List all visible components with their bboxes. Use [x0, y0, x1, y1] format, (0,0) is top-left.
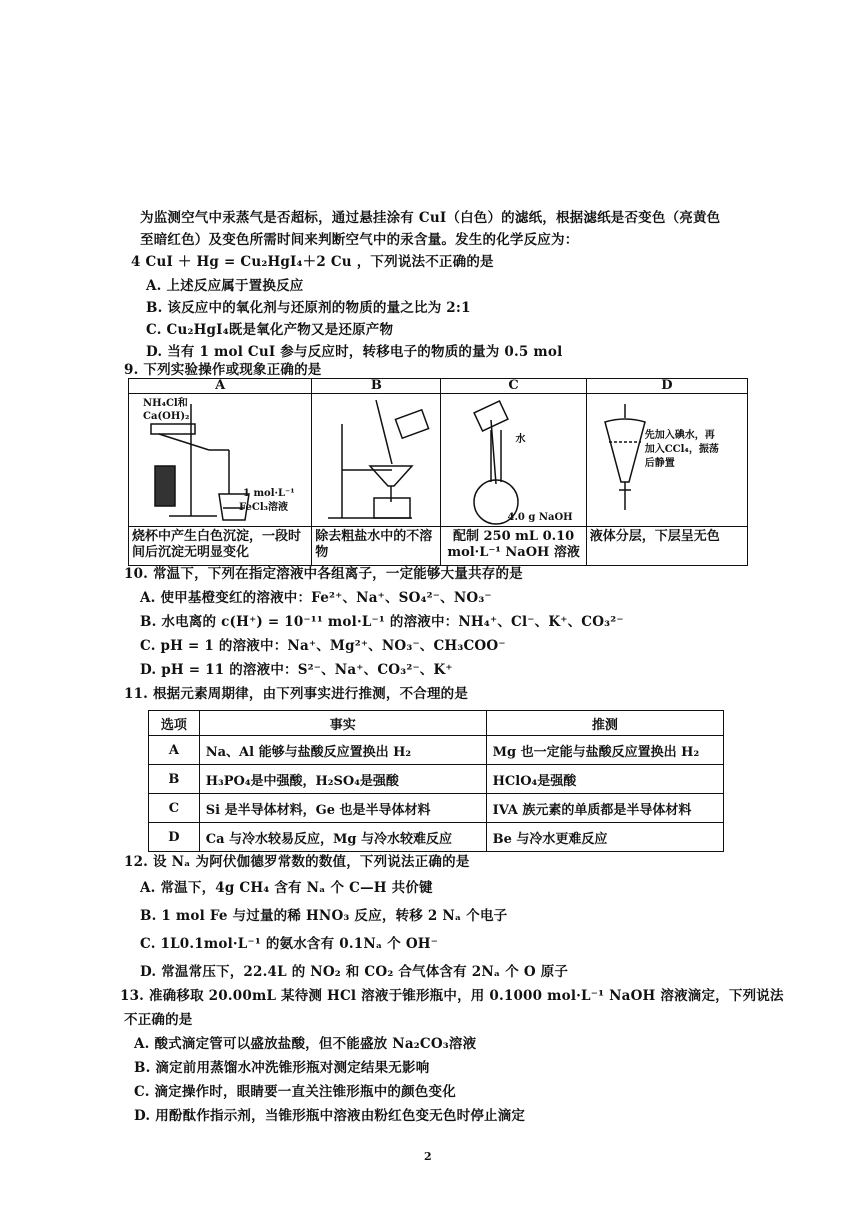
q8-equation: 4 CuI ＋ Hg = Cu₂HgI₄＋2 Cu ，下列说法不正确的是	[131, 254, 494, 270]
q13-option-b: B. 滴定前用蒸馏水冲洗锥形瓶对测定结果无影响	[134, 1060, 430, 1076]
q12-option-b: B. 1 mol Fe 与过量的稀 HNO₃ 反应，转移 2 Nₐ 个电子	[140, 908, 508, 924]
q11-row-c-inference: IVA 族元素的单质都是半导体材料	[486, 794, 723, 823]
heating-apparatus-drawing	[129, 394, 311, 526]
table-row	[149, 823, 724, 852]
q8-option-b: B. 该反应中的氧化剂与还原剂的物质的量之比为 2:1	[146, 300, 471, 316]
q12-option-c: C. 1L0.1mol·L⁻¹ 的氨水含有 0.1Nₐ 个 OH⁻	[140, 936, 439, 952]
q11-row-c-label: C	[149, 794, 200, 823]
c-solid-label: 4.0 g NaOH	[507, 512, 573, 523]
q9-caption-c: 配制 250 mL 0.10 mol·L⁻¹ NaOH 溶液	[441, 527, 586, 566]
q10-option-a: A. 使甲基橙变红的溶液中：Fe²⁺、Na⁺、SO₄²⁻、NO₃⁻	[140, 590, 492, 606]
q11-row-a-fact: Na、Al 能够与盐酸反应置换出 H₂	[199, 736, 486, 765]
table-row	[149, 736, 724, 765]
q9-col-b: B	[312, 379, 441, 394]
q9-apparatus-d	[586, 394, 747, 527]
q11-row-d-label: D	[149, 823, 200, 852]
q8-option-d: D. 当有 1 mol CuI 参与反应时，转移电子的物质的量为 0.5 mol	[146, 344, 563, 360]
q11-header-option: 选项	[149, 711, 200, 736]
q10-option-b: B. 水电离的 c(H⁺) = 10⁻¹¹ mol·L⁻¹ 的溶液中：NH₄⁺、Cl⁻、K⁺、CO₃²⁻	[140, 614, 624, 630]
c-water-label: 水	[515, 434, 526, 445]
q9-caption-a: 烧杯中产生白色沉淀，一段时间后沉淀无明显变化	[129, 527, 312, 566]
q13-option-a: A. 酸式滴定管可以盛放盐酸，但不能盛放 Na₂CO₃溶液	[134, 1036, 477, 1052]
q11-row-b-fact: H₃PO₄是中强酸，H₂SO₄是强酸	[199, 765, 486, 794]
q9-stem: 9. 下列实验操作或现象正确的是	[124, 362, 322, 378]
separatory-funnel-drawing	[587, 394, 747, 526]
table-row	[149, 794, 724, 823]
q9-caption-d: 液体分层，下层呈无色	[586, 527, 747, 566]
q9-col-a: A	[129, 379, 312, 394]
q13-option-c: C. 滴定操作时，眼睛要一直关注锥形瓶中的颜色变化	[134, 1084, 456, 1100]
q9-apparatus-b	[312, 394, 441, 527]
q9-col-d: D	[586, 379, 747, 394]
q11-row-b-inference: HClO₄是强酸	[486, 765, 723, 794]
q11-row-d-inference: Be 与冷水更难反应	[486, 823, 723, 852]
q11-table	[148, 710, 724, 852]
table-row	[149, 765, 724, 794]
q12-stem: 12. 设 Nₐ 为阿伏伽德罗常数的数值，下列说法正确的是	[124, 854, 470, 870]
q11-row-a-inference: Mg 也一定能与盐酸反应置换出 H₂	[486, 736, 723, 765]
q8-stem-line2: 至暗红色）及变色所需时间来判断空气中的汞含量。发生的化学反应为：	[140, 232, 579, 248]
q8-option-c: C. Cu₂HgI₄既是氧化产物又是还原产物	[146, 322, 394, 338]
q11-row-a-label: A	[149, 736, 200, 765]
q13-stem-line1: 13. 准确移取 20.00mL 某待测 HCl 溶液于锥形瓶中，用 0.1000 mol·L⁻¹ NaOH 溶液滴定，下列说法	[120, 988, 784, 1004]
q9-apparatus-a	[129, 394, 312, 527]
d-note-1: 先加入碘水，再	[644, 430, 715, 441]
q12-option-a: A. 常温下，4g CH₄ 含有 Nₐ 个 C—H 共价键	[140, 880, 433, 896]
q13-stem-line2: 不正确的是	[124, 1012, 193, 1028]
q8-option-a: A. 上述反应属于置换反应	[146, 278, 304, 294]
q11-row-b-label: B	[149, 765, 200, 794]
a-solution-label: 1 mol·L⁻¹	[243, 488, 295, 499]
q9-col-c: C	[441, 379, 586, 394]
q9-caption-b: 除去粗盐水中的不溶物	[312, 527, 441, 566]
q11-header-inference: 推测	[486, 711, 723, 736]
d-note-2: 加入CCl₄，振荡	[644, 444, 719, 455]
q10-stem: 10. 常温下，下列在指定溶液中各组离子，一定能够大量共存的是	[124, 566, 523, 582]
q9-apparatus-c	[441, 394, 586, 527]
q13-option-d: D. 用酚酞作指示剂，当锥形瓶中溶液由粉红色变无色时停止滴定	[134, 1108, 526, 1124]
q11-row-c-fact: Si 是半导体材料，Ge 也是半导体材料	[199, 794, 486, 823]
q11-row-d-fact: Ca 与冷水较易反应，Mg 与冷水较难反应	[199, 823, 486, 852]
a-solution-label-2: FeCl₃溶液	[239, 502, 289, 513]
q9-experiment-table	[128, 378, 748, 566]
page-number: 2	[424, 1150, 432, 1163]
a-reagent-label-2: Ca(OH)₂	[143, 411, 190, 422]
q11-header-fact: 事实	[199, 711, 486, 736]
a-reagent-label: NH₄Cl和	[143, 398, 188, 409]
filtration-apparatus-drawing	[312, 394, 440, 526]
volumetric-flask-drawing	[441, 394, 585, 526]
q11-stem: 11. 根据元素周期律，由下列事实进行推测，不合理的是	[124, 686, 469, 702]
q10-option-d: D. pH = 11 的溶液中：S²⁻、Na⁺、CO₃²⁻、K⁺	[140, 662, 453, 678]
q12-option-d: D. 常温常压下，22.4L 的 NO₂ 和 CO₂ 合气体含有 2Nₐ 个 O 原子	[140, 964, 569, 980]
q10-option-c: C. pH = 1 的溶液中：Na⁺、Mg²⁺、NO₃⁻、CH₃COO⁻	[140, 638, 506, 654]
q8-stem-line1: 为监测空气中汞蒸气是否超标，通过悬挂涂有 CuI（白色）的滤纸，根据滤纸是否变色（亮黄色	[140, 210, 721, 226]
d-note-3: 后静置	[644, 458, 675, 469]
